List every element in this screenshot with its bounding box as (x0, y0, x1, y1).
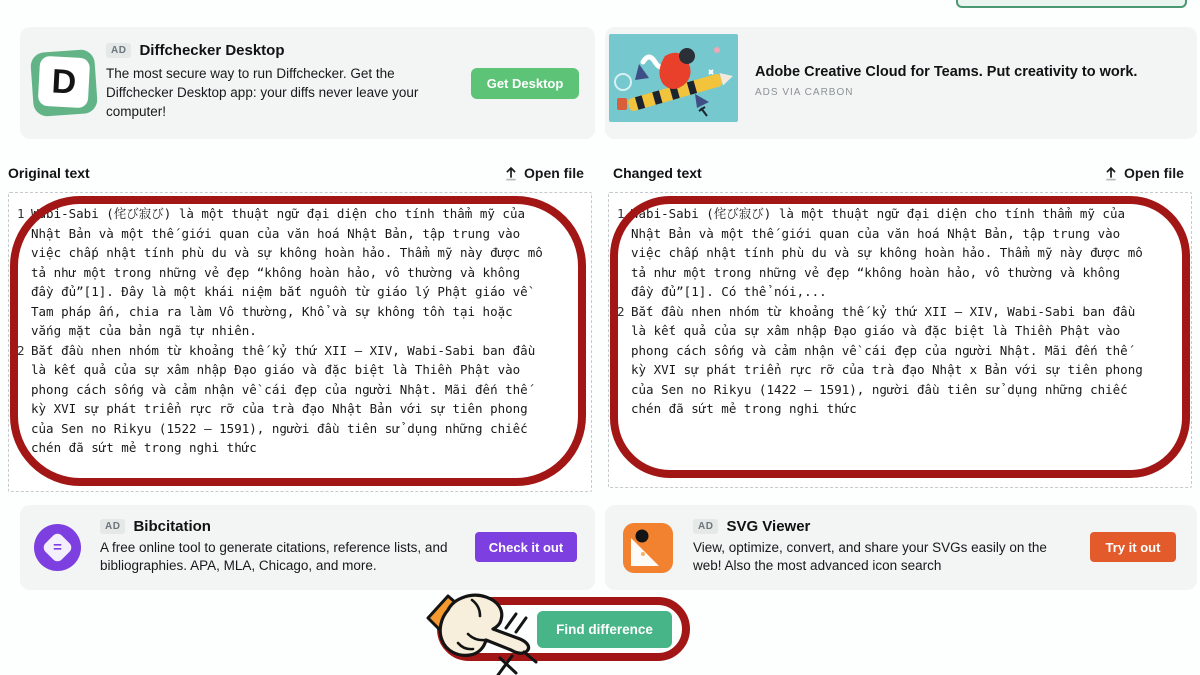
ad-title-row (693, 518, 1078, 536)
logo-letter: D (50, 61, 78, 102)
code-line: việc chấp nhật tính phù du và sự không hoàn hảo. Thẩm mỹ này được mô (631, 245, 1143, 260)
find-difference-button[interactable]: Find difference (537, 611, 672, 648)
code-line: là kết quả của sự xâm nhập Đạo giáo và đặc biệt là Thiền Phật vào (631, 323, 1121, 338)
ad-title: Diffchecker Desktop (139, 42, 285, 59)
code-line: phong cách sống và cảm nhận về cái đẹp của người Nhật. Mãi đến thế (31, 381, 528, 397)
code-line: 1 Wabi-Sabi (侘び寂び) là một thuật ngữ đại diện cho tính thẩm mỹ của (17, 206, 526, 221)
code-line: kỳ XVI sự phát triển rực rỡ của trà đạo Nhật Bản với sự tiên phong (31, 401, 528, 416)
ad-title-row (100, 518, 460, 536)
ad-carbon-adobe[interactable] (605, 27, 1197, 139)
code-line: của Sen no Rikyu (1422 – 1591), người đầu tiên sử dụng những chiếc (631, 381, 1128, 397)
partial-signup-button[interactable] (956, 0, 1187, 8)
code-line: đầy đủ”[1]. Có thể nói,... (631, 284, 827, 299)
code-line: Nhật Bản và một thế giới quan của văn hoá Nhật Bản, tập trung vào (631, 225, 1121, 241)
open-file-link-changed[interactable] (1104, 165, 1184, 181)
code-line: đầy đủ”[1]. Đây là một khái niệm bắt nguồn từ giáo lý Phật giáo về (31, 284, 528, 299)
carbon-ad-illustration (609, 34, 738, 122)
ad-description: A free online tool to generate citations, reference lists, and bibliographies. APA, MLA, Chicago, and more. (100, 540, 448, 573)
original-text-heading: Original text (8, 165, 90, 181)
code-line: chén đã sứt mẻ trong nghi thức (631, 401, 857, 416)
ad-title: SVG Viewer (726, 518, 811, 535)
code-line: 1 Wabi-Sabi (侘び寂び) là một thuật ngữ đại diện cho tính thẩm mỹ của (617, 206, 1126, 221)
bibcitation-logo-icon: = (34, 524, 81, 571)
ad-badge: AD (693, 519, 718, 534)
ad-badge: AD (106, 43, 131, 58)
ad-bibcitation[interactable] (20, 505, 595, 590)
code-line: vắng mặt của bản ngã tự nhiên. (31, 323, 257, 338)
ad-description: View, optimize, convert, and share your SVGs easily on the web! Also the most advanced icon search (693, 540, 1047, 573)
code-line: 2 Bắt đầu nhen nhóm từ khoảng thế kỷ thứ XII – XIV, Wabi-Sabi ban đầu (17, 342, 536, 358)
code-line: Nhật Bản và một thế giới quan của văn hoá Nhật Bản, tập trung vào (31, 225, 521, 241)
code-line: của Sen no Rikyu (1522 – 1591), người đầu tiên sử dụng những chiếc (31, 420, 528, 436)
code-line: Tam pháp ấn, chia ra làm Vô thường, Khổ và sự không tồn tại hoặc (31, 303, 513, 319)
code-line: chén đã sứt mẻ trong nghi thức (31, 440, 257, 455)
open-file-label: Open file (1124, 165, 1184, 181)
ad-description: The most secure way to run Diffchecker. Get the Diffchecker Desktop app: your diffs never leave your computer! (106, 66, 419, 119)
check-it-out-button[interactable]: Check it out (475, 532, 577, 562)
code-line: kỳ XVI sự phát triển rực rỡ của trà đạo Nhật x Bản với sự tiên phong (631, 362, 1143, 377)
code-line: 2 Bắt đầu nhen nhóm từ khoảng thế kỷ thứ XII – XIV, Wabi-Sabi ban đầu (617, 303, 1136, 319)
upload-icon (504, 166, 518, 181)
original-text-editor[interactable] (8, 192, 592, 492)
ad-svg-viewer[interactable] (605, 505, 1197, 590)
code-line: là kết quả của sự xâm nhập Đạo giáo và đặc biệt là Thiền Phật vào (31, 362, 521, 377)
get-desktop-button[interactable]: Get Desktop (471, 68, 579, 99)
ad-title: Bibcitation (133, 518, 211, 535)
code-line: phong cách sống và cảm nhận về cái đẹp của người Nhật. Mãi đến thế (631, 342, 1128, 358)
svg-viewer-logo-icon (623, 523, 673, 573)
code-line: tả như một trong những vẻ đẹp “không hoàn hảo, vô thường và không (31, 264, 521, 280)
changed-text-heading: Changed text (613, 165, 702, 181)
carbon-ad-attribution: ADS VIA CARBON (755, 87, 854, 98)
ad-diffchecker-desktop[interactable] (20, 27, 595, 139)
changed-text-editor[interactable] (608, 192, 1192, 488)
code-line: tả như một trong những vẻ đẹp “không hoàn hảo, vô thường và không (631, 264, 1121, 280)
try-it-out-button[interactable]: Try it out (1090, 532, 1176, 562)
open-file-link-original[interactable] (504, 165, 584, 181)
diffchecker-logo-icon (30, 49, 98, 117)
ad-title-row (106, 42, 456, 60)
open-file-label: Open file (524, 165, 584, 181)
carbon-ad-title: Adobe Creative Cloud for Teams. Put creativity to work. (755, 64, 1138, 80)
code-line: việc chấp nhật tính phù du và sự không hoàn hảo. Thẩm mỹ này được mô (31, 245, 543, 260)
ad-badge: AD (100, 519, 125, 534)
upload-icon (1104, 166, 1118, 181)
